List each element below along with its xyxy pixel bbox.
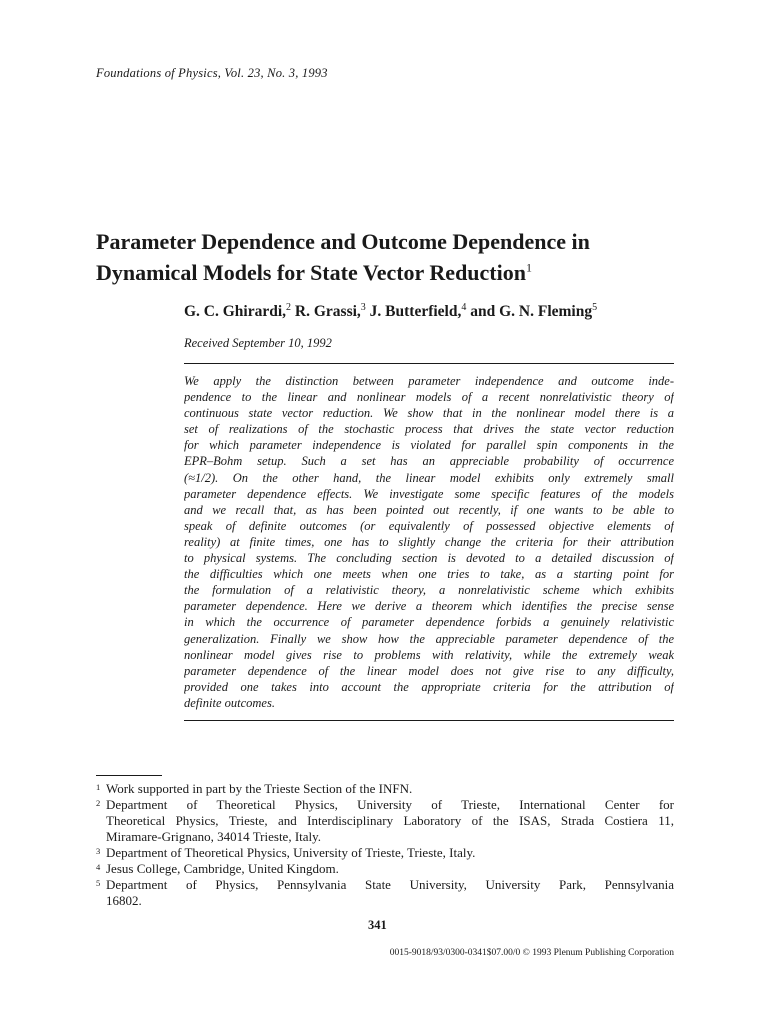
footnote-mark: 2 xyxy=(96,798,101,808)
abstract-line: EPR–Bohm setup. Such a set has an appreciable probability of occurrence xyxy=(184,454,674,469)
footnote xyxy=(96,861,674,877)
footnote-mark: 1 xyxy=(96,782,101,792)
title-footnote-mark: 1 xyxy=(525,260,532,275)
footnotes xyxy=(96,781,674,909)
author-list xyxy=(184,303,597,321)
footnote xyxy=(96,877,674,909)
abstract-line: in which the occurrence of parameter dependence forbids a genuinely relativistic xyxy=(184,615,674,630)
footnote-mark: 4 xyxy=(96,862,101,872)
abstract-line: definite outcomes. xyxy=(184,695,275,710)
abstract-line: for which parameter independence is violated for parallel spin components in the xyxy=(184,438,674,453)
journal-header: Foundations of Physics, Vol. 23, No. 3, 1993 xyxy=(96,66,328,80)
abstract-line: pendence to the linear and nonlinear models of a recent nonrelativistic theory of xyxy=(184,390,674,405)
abstract-line: continuous state vector reduction. We show that in the nonlinear model there is a xyxy=(184,406,674,421)
footnote-line: Theoretical Physics, Trieste, and Interdisciplinary Laboratory of the ISAS, Strada Costiera 11, xyxy=(106,813,674,828)
footnote xyxy=(96,845,674,861)
author: J. Butterfield,$^4$ xyxy=(369,301,467,320)
abstract-line: speak of definite outcomes (or equivalently of possessed objective elements of xyxy=(184,518,674,533)
abstract-top-rule xyxy=(184,363,674,364)
author: R. Grassi,$^3$ xyxy=(294,301,366,320)
abstract-line: and we recall that, as has been pointed out recently, if one wants to be able to xyxy=(184,502,674,517)
copyright-line: 0015-9018/93/0300-0341$07.00/0 © 1993 Plenum Publishing Corporation xyxy=(389,948,674,958)
abstract-line: parameter dependence. Here we derive a theorem which identifies the precise sense xyxy=(184,599,674,614)
author: G. C. Ghirardi,$^2$ xyxy=(184,301,292,320)
abstract-line: the formulation of a relativistic theory, a nonrelativistic scheme which exhibits xyxy=(184,583,674,598)
footnote-line: Department of Physics, Pennsylvania State University, University Park, Pennsylvania xyxy=(106,877,674,892)
abstract-line: nonlinear model gives rise to problems with relativity, while the extremely weak xyxy=(184,647,674,662)
abstract-line: We apply the distinction between parameter independence and outcome inde- xyxy=(184,374,674,388)
received-date: Received September 10, 1992 xyxy=(184,336,332,350)
footnote-line: Work supported in part by the Trieste Section of the INFN. xyxy=(106,781,413,796)
footnote xyxy=(96,797,674,845)
abstract-line: (≈1/2). On the other hand, the linear model exhibits only extremely small xyxy=(184,470,674,485)
abstract-line: parameter dependence effects. We investigate some specific features of the models xyxy=(184,486,674,501)
abstract-line: generalization. Finally we show how the appreciable parameter dependence of the xyxy=(184,631,674,646)
footnote-mark: 3 xyxy=(96,846,101,856)
footnote-line: Miramare-Grignano, 34014 Trieste, Italy. xyxy=(106,829,322,844)
footnote-line: Department of Theoretical Physics, University of Trieste, International Center for xyxy=(106,797,674,812)
paper-title xyxy=(96,226,696,288)
footnote-line: 16802. xyxy=(106,893,142,908)
abstract-line: set of realizations of the stochastic process that drives the state vector reduction xyxy=(184,422,674,437)
title-line-2: Dynamical Models for State Vector Reduction xyxy=(96,260,526,285)
abstract-line: the difficulties which one meets when one tries to take, as a starting point for xyxy=(184,567,674,582)
title-line-1: Parameter Dependence and Outcome Dependence in xyxy=(96,229,590,254)
abstract-bottom-rule xyxy=(184,720,674,721)
footnote-line: Jesus College, Cambridge, United Kingdom. xyxy=(106,861,339,876)
abstract-line: to physical systems. The concluding section is devoted to a detailed discussion of xyxy=(184,551,674,566)
abstract-line: provided one takes into account the appropriate criteria for the attribution of xyxy=(184,679,674,694)
footnote-separator xyxy=(96,775,162,776)
footnote-line: Department of Theoretical Physics, University of Trieste, Trieste, Italy. xyxy=(106,845,476,860)
page-number: 341 xyxy=(368,918,387,932)
abstract-line: parameter dependence of the linear model does not give rise to any difficulty, xyxy=(184,663,674,678)
footnote xyxy=(96,781,674,797)
abstract-line: reality) at finite times, one has to slightly change the criteria for their attribution xyxy=(184,534,674,549)
footnote-mark: 5 xyxy=(96,878,101,888)
author: and G. N. Fleming$^5$ xyxy=(470,301,598,320)
abstract xyxy=(184,373,674,711)
